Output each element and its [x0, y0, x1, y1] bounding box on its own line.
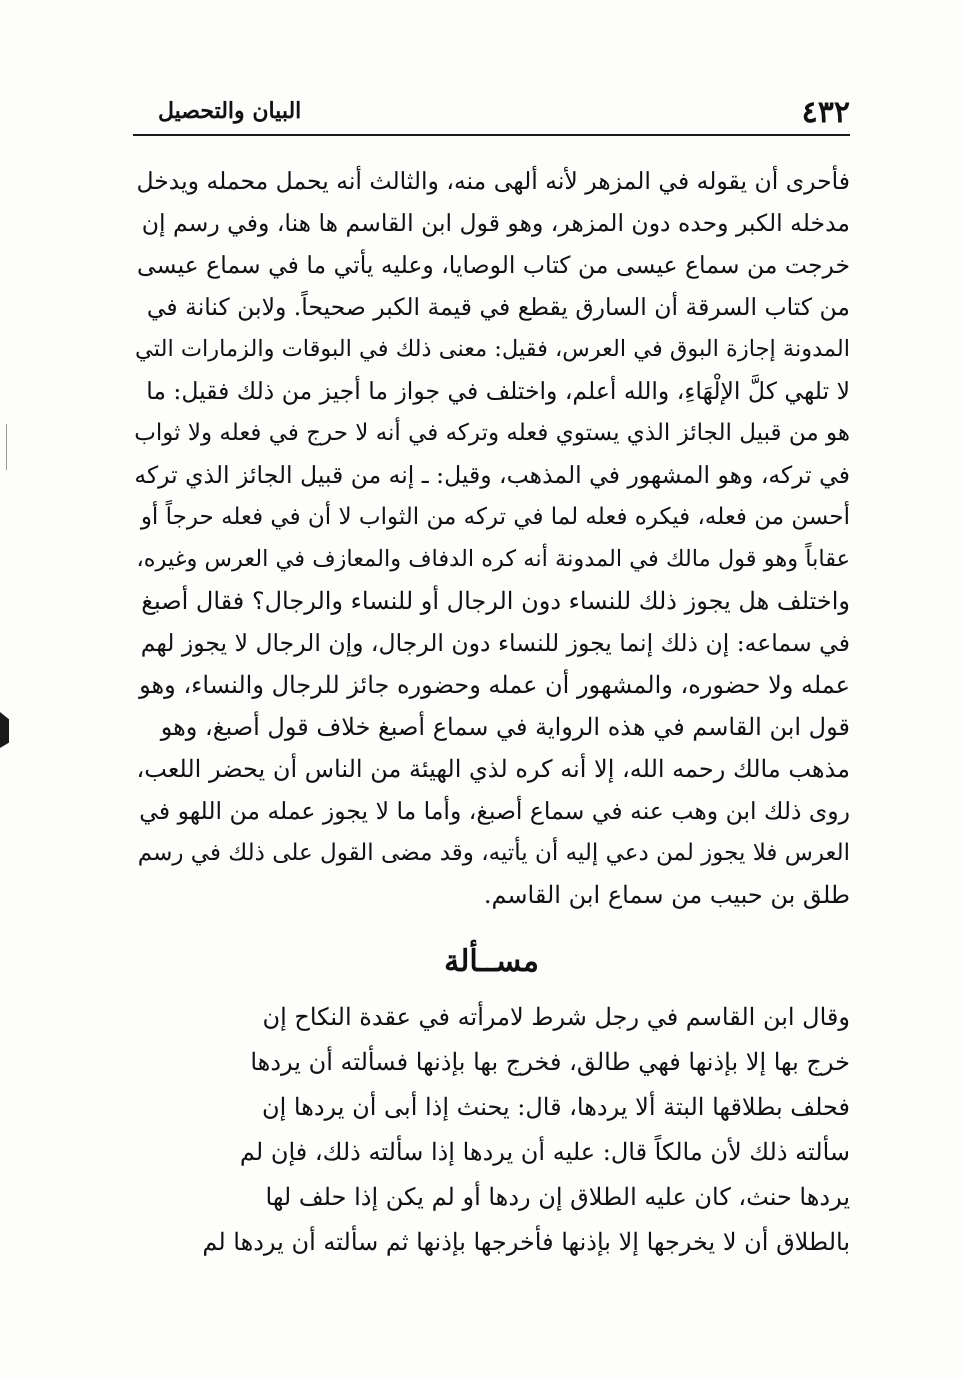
section-heading: مســألة: [444, 944, 539, 979]
text-line: أحسن من فعله، فيكره فعله لما في تركه من الثواب لا أن في فعله حرجاً أو: [140, 504, 850, 530]
text-line: مدخله الكبر وحده دون المزهر، وهو قول ابن القاسم ها هنا، وفي رسم إن: [141, 209, 850, 237]
text-line: فحلف بطلاقها البتة ألا يردها، قال: يحنث إذا أبى أن يردها إن: [261, 1093, 850, 1121]
scan-margin-mark: [6, 424, 7, 470]
text-line: مذهب مالك رحمه الله، إلا أنه كره لذي الهيئة من الناس أن يحضر اللعب،: [136, 755, 850, 783]
commentary-paragraph: [133, 160, 850, 916]
question-paragraph: [133, 995, 850, 1265]
running-head: [133, 94, 850, 134]
text-line: لا تلهي كلَّ الإلْهَاءِ، والله أعلم، واختلف في جواز ما أجيز من ذلك فقيل: ما: [146, 377, 850, 405]
text-line: من كتاب السرقة أن السارق يقطع في قيمة الكبر صحيحاً. ولابن كنانة في: [146, 293, 850, 321]
text-line: قول ابن القاسم في هذه الرواية في سماع أصبغ خلاف قول أصبغ، وهو: [160, 713, 850, 741]
text-line: طلق بن حبيب من سماع ابن القاسم.: [483, 881, 850, 909]
text-line: في سماعه: إن ذلك إنما يجوز للنساء دون الرجال، وإن الرجال لا يجوز لهم: [140, 629, 850, 657]
page-number: ٤٣٢: [801, 95, 850, 130]
text-line: عمله ولا حضوره، والمشهور أن عمله وحضوره جائز للرجال والنساء، وهو: [139, 671, 850, 699]
text-line: خرجت من سماع عيسى من كتاب الوصايا، وعليه يأتي ما في سماع عيسى: [137, 251, 850, 279]
text-line: يردها حنث، كان عليه الطلاق إن ردها أو لم يكن إذا حلف لها: [265, 1183, 850, 1211]
text-line: فأحرى أن يقوله في المزهر لأنه ألهى منه، والثالث أنه يحمل محمله ويدخل: [136, 167, 850, 195]
book-title: البيان والتحصيل: [158, 98, 302, 124]
text-line: في تركه، وهو المشهور في المذهب، وقيل: ـ إنه من قبيل الجائز الذي تركه: [134, 461, 850, 489]
scan-edge-mark: [0, 712, 9, 748]
text-line: عقاباً وهو قول مالك في المدونة أنه كره الدفاف والمعازف في العرس وغيره،: [136, 546, 850, 572]
text-line: سألته ذلك لأن مالكاً قال: عليه أن يردها إذا سألته ذلك، فإن لم: [239, 1138, 850, 1166]
text-line: بالطلاق أن لا يخرجها إلا بإذنها فأخرجها بإذنها ثم سألته أن يردها لم: [202, 1228, 850, 1256]
header-divider: [133, 134, 850, 136]
text-line: خرج بها إلا بإذنها فهي طالق، فخرج بها بإذنها فسألته أن يردها: [250, 1048, 850, 1076]
text-line: روى ذلك ابن وهب عنه في سماع أصبغ، وأما ما لا يجوز عمله من اللهو في: [139, 797, 850, 825]
text-line: هو من قبيل الجائز الذي يستوي فعله وتركه في أنه لا حرج في فعله ولا ثواب: [134, 420, 850, 446]
text-line: العرس فلا يجوز لمن دعي إليه أن يأتيه، وقد مضى القول على ذلك في رسم: [137, 840, 850, 866]
text-line: المدونة إجازة البوق في العرس، فقيل: معنى ذلك في البوقات والزمارات التي: [135, 336, 850, 362]
text-line: واختلف هل يجوز ذلك للنساء دون الرجال أو للنساء والرجال؟ فقال أصبغ: [141, 587, 850, 615]
text-line: وقال ابن القاسم في رجل شرط لامرأته في عقدة النكاح إن: [262, 1003, 850, 1031]
